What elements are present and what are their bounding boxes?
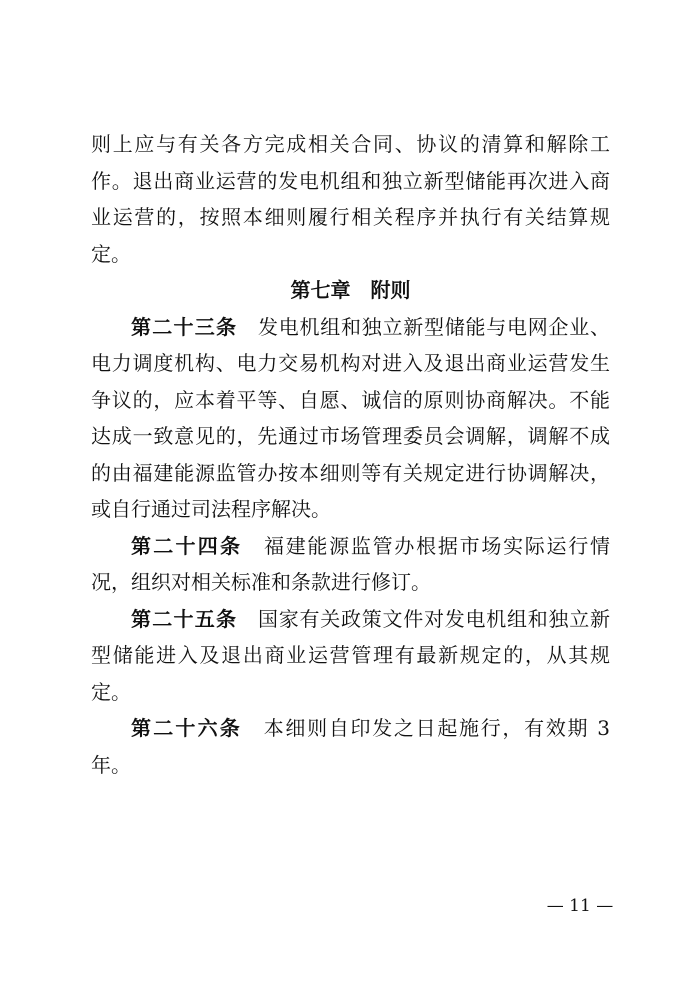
chapter-heading: 第七章 附则 — [290, 278, 411, 302]
article-text: 福建能源监管办根据市场实际运行情况，组织对相关标准和条款进行修订。 — [91, 533, 611, 594]
continuation-paragraph: 则上应与有关各方完成相关合同、协议的清算和解除工作。退出商业运营的发电机组和独立新型储能再次进入商业运营的，按照本细则履行相关程序并执行有关结算规定。 — [91, 132, 610, 266]
document-body — [91, 126, 610, 783]
article-label: 第二十六条 — [131, 716, 243, 740]
article-23 — [91, 309, 610, 528]
article-label: 第二十三条 — [131, 314, 238, 339]
article-label: 第二十四条 — [131, 533, 243, 558]
article-text: 国家有关政策文件对发电机组和独立新型储能进入及退出商业运营管理有最新规定的，从其规定。 — [91, 606, 610, 704]
article-26 — [91, 710, 610, 783]
article-text: 发电机组和独立新型储能与电网企业、电力调度机构、电力交易机构对进入及退出商业运营发生争议的，应本着平等、自愿、诚信的原则协商解决。不能达成一致意见的，先通过市场管理委员会调解，调解不成的由福建能源监管办按本细则等有关规定进行协调解决，或自行通过司法程序解决。 — [91, 314, 610, 521]
article-24 — [91, 528, 610, 601]
article-text: 本细则自印发之日起施行，有效期 3 年。 — [91, 716, 611, 777]
article-label: 第二十五条 — [131, 606, 238, 631]
page-number: — 11 — — [546, 896, 614, 916]
article-25 — [91, 601, 610, 711]
